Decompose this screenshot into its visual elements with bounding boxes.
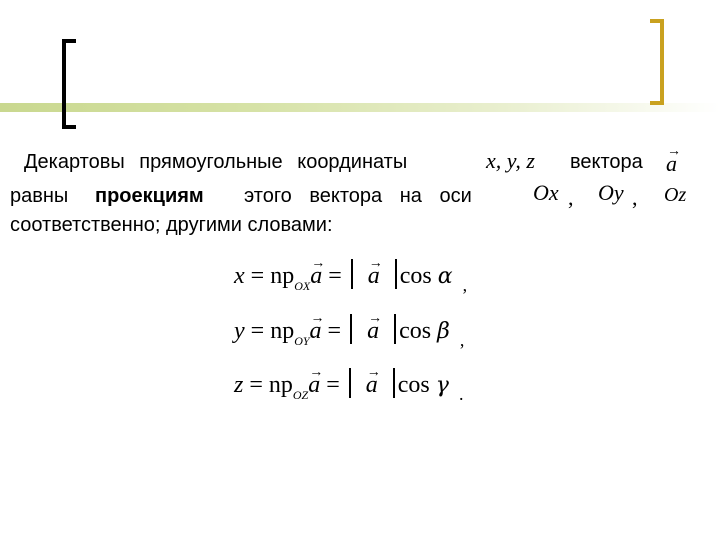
formula-vector: → a — [310, 317, 322, 345]
formula-operator: np — [270, 263, 295, 289]
formula-lhs: z — [234, 372, 244, 398]
formula-angle: β — [437, 319, 450, 344]
formula-vector-abs: → a — [367, 317, 379, 345]
formula-operator: np — [268, 372, 293, 398]
formula-z: $z = np_{OZ}\to a$ = → a cos γ $_.$ — [234, 368, 463, 402]
formula-vector-abs: → a — [366, 371, 378, 399]
formula-angle: α — [437, 264, 453, 289]
math-vector-a: → a — [666, 152, 677, 176]
formula-subscript: OY — [294, 334, 310, 348]
math-axis-oz: Oz — [664, 184, 687, 206]
formula-vector: → a — [308, 371, 320, 399]
left-bracket-decoration — [62, 39, 76, 129]
text-line-2-end: этого вектора на оси — [244, 185, 472, 207]
formula-vector: → a — [310, 262, 322, 290]
decorative-band — [0, 103, 720, 112]
math-axis-oy: Oy — [598, 180, 624, 205]
formula-angle: γ — [435, 373, 449, 398]
math-coords: x, y, z — [486, 148, 535, 173]
formula-cos: cos — [399, 318, 432, 344]
formula-punct: , — [459, 330, 465, 350]
formula-y: $y = np_{OY}\to a$ = → a cos β $_,$ — [234, 314, 464, 348]
text-line-1-end: вектора — [570, 151, 643, 173]
formula-lhs: x — [234, 263, 245, 289]
math-comma-1: , — [568, 185, 574, 210]
text-line-1-start: Декартовы прямоугольные координаты — [24, 151, 408, 173]
formula-cos: cos — [399, 263, 432, 289]
formula-x: $x = np_{OX}\to a$ = → a cos α $_,$ — [234, 259, 467, 293]
right-bracket-decoration — [650, 19, 664, 105]
formula-vector-abs: → a — [368, 262, 380, 290]
math-comma-2: , — [632, 185, 638, 210]
formula-subscript: OZ — [292, 388, 309, 402]
formula-operator: np — [270, 318, 295, 344]
formula-punct: , — [462, 275, 468, 295]
formula-lhs: y — [234, 318, 245, 344]
text-line-2-bold: проекциям — [95, 185, 204, 207]
math-axis-ox: Ox — [533, 180, 559, 205]
text-line-3: соответственно; другими словами: — [10, 214, 333, 236]
formula-punct: . — [458, 384, 464, 404]
formula-cos: cos — [397, 372, 430, 398]
text-line-2-start: равны — [10, 185, 69, 207]
formula-subscript: OX — [294, 279, 311, 293]
